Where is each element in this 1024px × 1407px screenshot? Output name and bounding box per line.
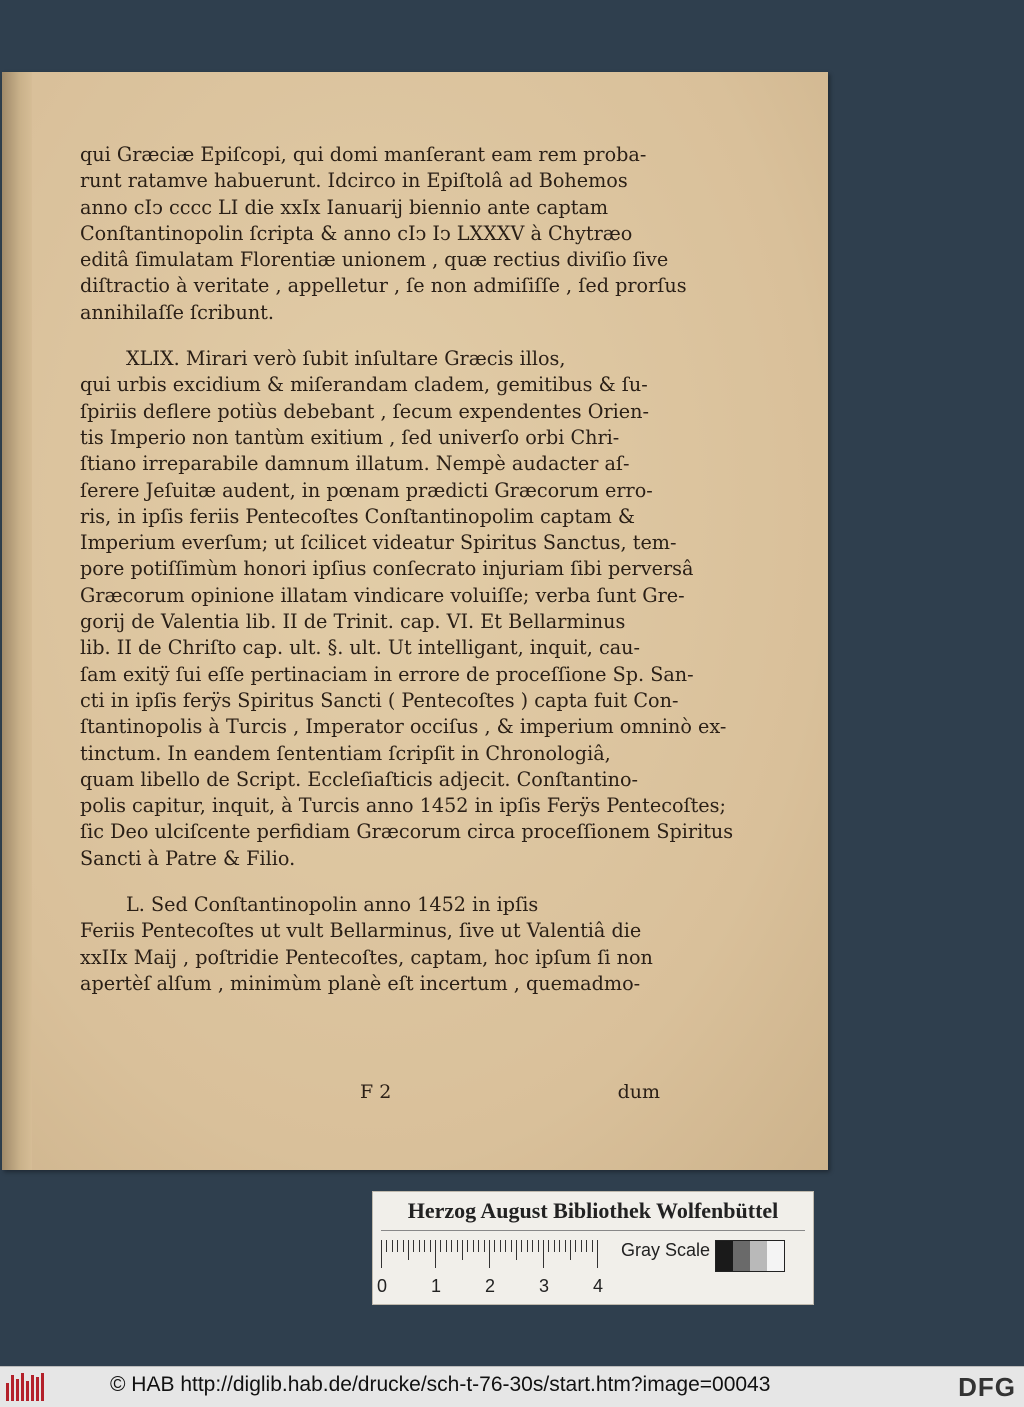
ruler-tick: [430, 1240, 431, 1252]
text-line: ſpiriis deflere potiùs debebant , ſecum expendentes Orien-: [80, 399, 649, 423]
gray-swatch: [767, 1241, 784, 1271]
page-binding-edge: [2, 72, 32, 1170]
ruler-tick: [451, 1240, 452, 1252]
ruler-number: 0: [377, 1276, 388, 1296]
page-text-block: [80, 142, 734, 997]
text-line: Græcorum opinione illatam vindicare voluiſſe; verba ſunt Gre-: [80, 583, 685, 607]
ruler-tick: [457, 1240, 458, 1252]
ruler-tick: [548, 1240, 549, 1252]
ruler-tick: [521, 1240, 522, 1252]
ruler-tick: [408, 1240, 409, 1260]
text-line: tis Imperio non tantùm exitium , ſed univerſo orbi Chri-: [80, 425, 620, 449]
gray-swatch: [733, 1241, 750, 1271]
permalink-text[interactable]: © HAB http://diglib.hab.de/drucke/sch-t-76-30s/start.htm?image=00043: [110, 1373, 771, 1396]
text-line: ſtiano irreparabile damnum illatum. Nempè audacter aſ-: [80, 452, 630, 476]
text-line: tinctum. In eandem ſententiam ſcripſit in Chronologiâ,: [80, 741, 611, 765]
text-line: diſtractio à veritate , appelletur , ſe non admiſiſſe , ſed prorſus: [80, 274, 687, 298]
gray-scale-strip: [715, 1240, 785, 1272]
ruler-tick: [473, 1240, 474, 1252]
text-line: XLIX. Mirari verò ſubit inſultare Græcis illos,: [126, 347, 566, 371]
ruler-tick: [500, 1240, 501, 1252]
card-divider: [381, 1230, 805, 1231]
text-line: pore potiſſimùm honori ipſius conſecrato injuriam ſibi perversâ: [80, 557, 694, 581]
text-line: anno cIↄ cccc LI die xxIx Ianuarij biennio ante captam: [80, 195, 609, 219]
library-color-card: [372, 1191, 814, 1305]
ruler-tick: [586, 1240, 587, 1252]
ruler-number: 2: [485, 1276, 496, 1296]
ruler-tick: [554, 1240, 555, 1252]
hab-logo-icon: [6, 1373, 46, 1401]
ruler-tick: [440, 1240, 441, 1252]
ruler-tick: [516, 1240, 517, 1260]
gray-scale-label: Gray Scale: [621, 1240, 711, 1260]
ruler-tick: [381, 1240, 382, 1268]
catchword: dum: [617, 1081, 660, 1103]
ruler-tick: [565, 1240, 566, 1252]
ruler-tick: [386, 1240, 387, 1252]
ruler-tick: [575, 1240, 576, 1252]
library-name: Herzog August Bibliothek Wolfenbüttel: [407, 1198, 779, 1223]
ruler-tick: [505, 1240, 506, 1252]
text-line: ſic Deo ulciſcente perfidiam Græcorum circa proceſſionem Spiritus: [80, 820, 734, 844]
ruler-tick: [532, 1240, 533, 1252]
ruler-tick: [489, 1240, 490, 1268]
cm-ruler: [377, 1240, 619, 1296]
text-line: qui Græciæ Epiſcopi, qui domi manſerant eam rem proba-: [80, 143, 647, 166]
ruler-tick: [527, 1240, 528, 1252]
ruler-tick: [462, 1240, 463, 1260]
ruler-tick: [570, 1240, 571, 1260]
signature-mark: F 2: [360, 1081, 392, 1103]
gray-swatch: [716, 1241, 733, 1271]
ruler-tick: [559, 1240, 560, 1252]
gray-swatch: [750, 1241, 767, 1271]
ruler-tick: [413, 1240, 414, 1252]
page-footer: [80, 1081, 660, 1103]
ruler-tick: [419, 1240, 420, 1252]
ruler-tick: [538, 1240, 539, 1252]
text-line: apertèſ alſum , minimùm planè eſt incertum , quemadmo-: [80, 971, 641, 995]
ruler-tick: [597, 1240, 598, 1268]
ruler-tick: [392, 1240, 393, 1252]
text-line: runt ratamve habuerunt. Idcirco in Epiſtolâ ad Bohemos: [80, 169, 628, 193]
ruler-tick: [397, 1240, 398, 1252]
text-line: quam libello de Script. Eccleſiaſticis adjecit. Conſtantino-: [80, 767, 639, 791]
status-bar: [0, 1366, 1024, 1407]
ruler-tick: [543, 1240, 544, 1268]
text-line: Imperium everſum; ut ſcilicet videatur Spiritus Sanctus, tem-: [80, 531, 677, 555]
ruler-tick: [581, 1240, 582, 1252]
text-line: ris, in ipſis feriis Pentecoſtes Conſtantinopolim captam &: [80, 504, 635, 528]
ruler-number: 4: [593, 1276, 604, 1296]
text-line: Sancti à Patre & Filio.: [80, 846, 296, 870]
ruler-number: 1: [431, 1276, 442, 1296]
ruler-tick: [478, 1240, 479, 1252]
ruler-tick: [484, 1240, 485, 1252]
ruler-tick: [592, 1240, 593, 1252]
ruler-tick: [424, 1240, 425, 1252]
text-line: Conſtantinopolin ſcripta & anno cIↄ Iↄ LXXXV à Chytræo: [80, 221, 633, 245]
text-line: gorij de Valentia lib. II de Trinit. cap. VI. Et Bellarminus: [80, 610, 626, 634]
text-line: cti in ipſis ferÿs Spiritus Sancti ( Pentecoſtes ) capta fuit Con-: [80, 688, 679, 712]
ruler-tick: [467, 1240, 468, 1252]
text-line: xxIIx Maij , poſtridie Pentecoſtes, captam, hoc ipſum ſi non: [80, 945, 653, 969]
ruler-tick: [435, 1240, 436, 1268]
text-line: annihilaſſe ſcribunt.: [80, 300, 274, 324]
ruler-number: 3: [539, 1276, 550, 1296]
ruler-tick: [494, 1240, 495, 1252]
ruler-tick: [403, 1240, 404, 1252]
scanned-page: [2, 72, 828, 1170]
ruler-tick: [511, 1240, 512, 1252]
text-line: L. Sed Conſtantinopolin anno 1452 in ipſis: [126, 893, 539, 917]
ruler-tick: [446, 1240, 447, 1252]
text-line: qui urbis excidium & miſerandam cladem, gemitibus & ſu-: [80, 373, 648, 397]
text-line: editâ ſimulatam Florentiæ unionem , quæ rectius diviſio ſive: [80, 248, 669, 272]
text-line: lib. II de Chriſto cap. ult. §. ult. Ut intelligant, inquit, cau-: [80, 636, 640, 660]
text-line: Feriis Pentecoſtes ut vult Bellarminus, ſive ut Valentiâ die: [80, 919, 642, 943]
text-line: ſam exitÿ ſui eſſe pertinaciam in errore de proceſſione Sp. San-: [80, 662, 694, 686]
dfg-logo: DFG: [958, 1372, 1016, 1402]
text-line: ſtantinopolis à Turcis , Imperator occiſus , & imperium omninò ex-: [80, 715, 727, 739]
text-line: polis capitur, inquit, à Turcis anno 1452 in ipſis Ferÿs Pentecoſtes;: [80, 794, 726, 818]
text-line: ſerere Jeſuitæ audent, in pœnam prædicti Græcorum erro-: [80, 478, 653, 502]
